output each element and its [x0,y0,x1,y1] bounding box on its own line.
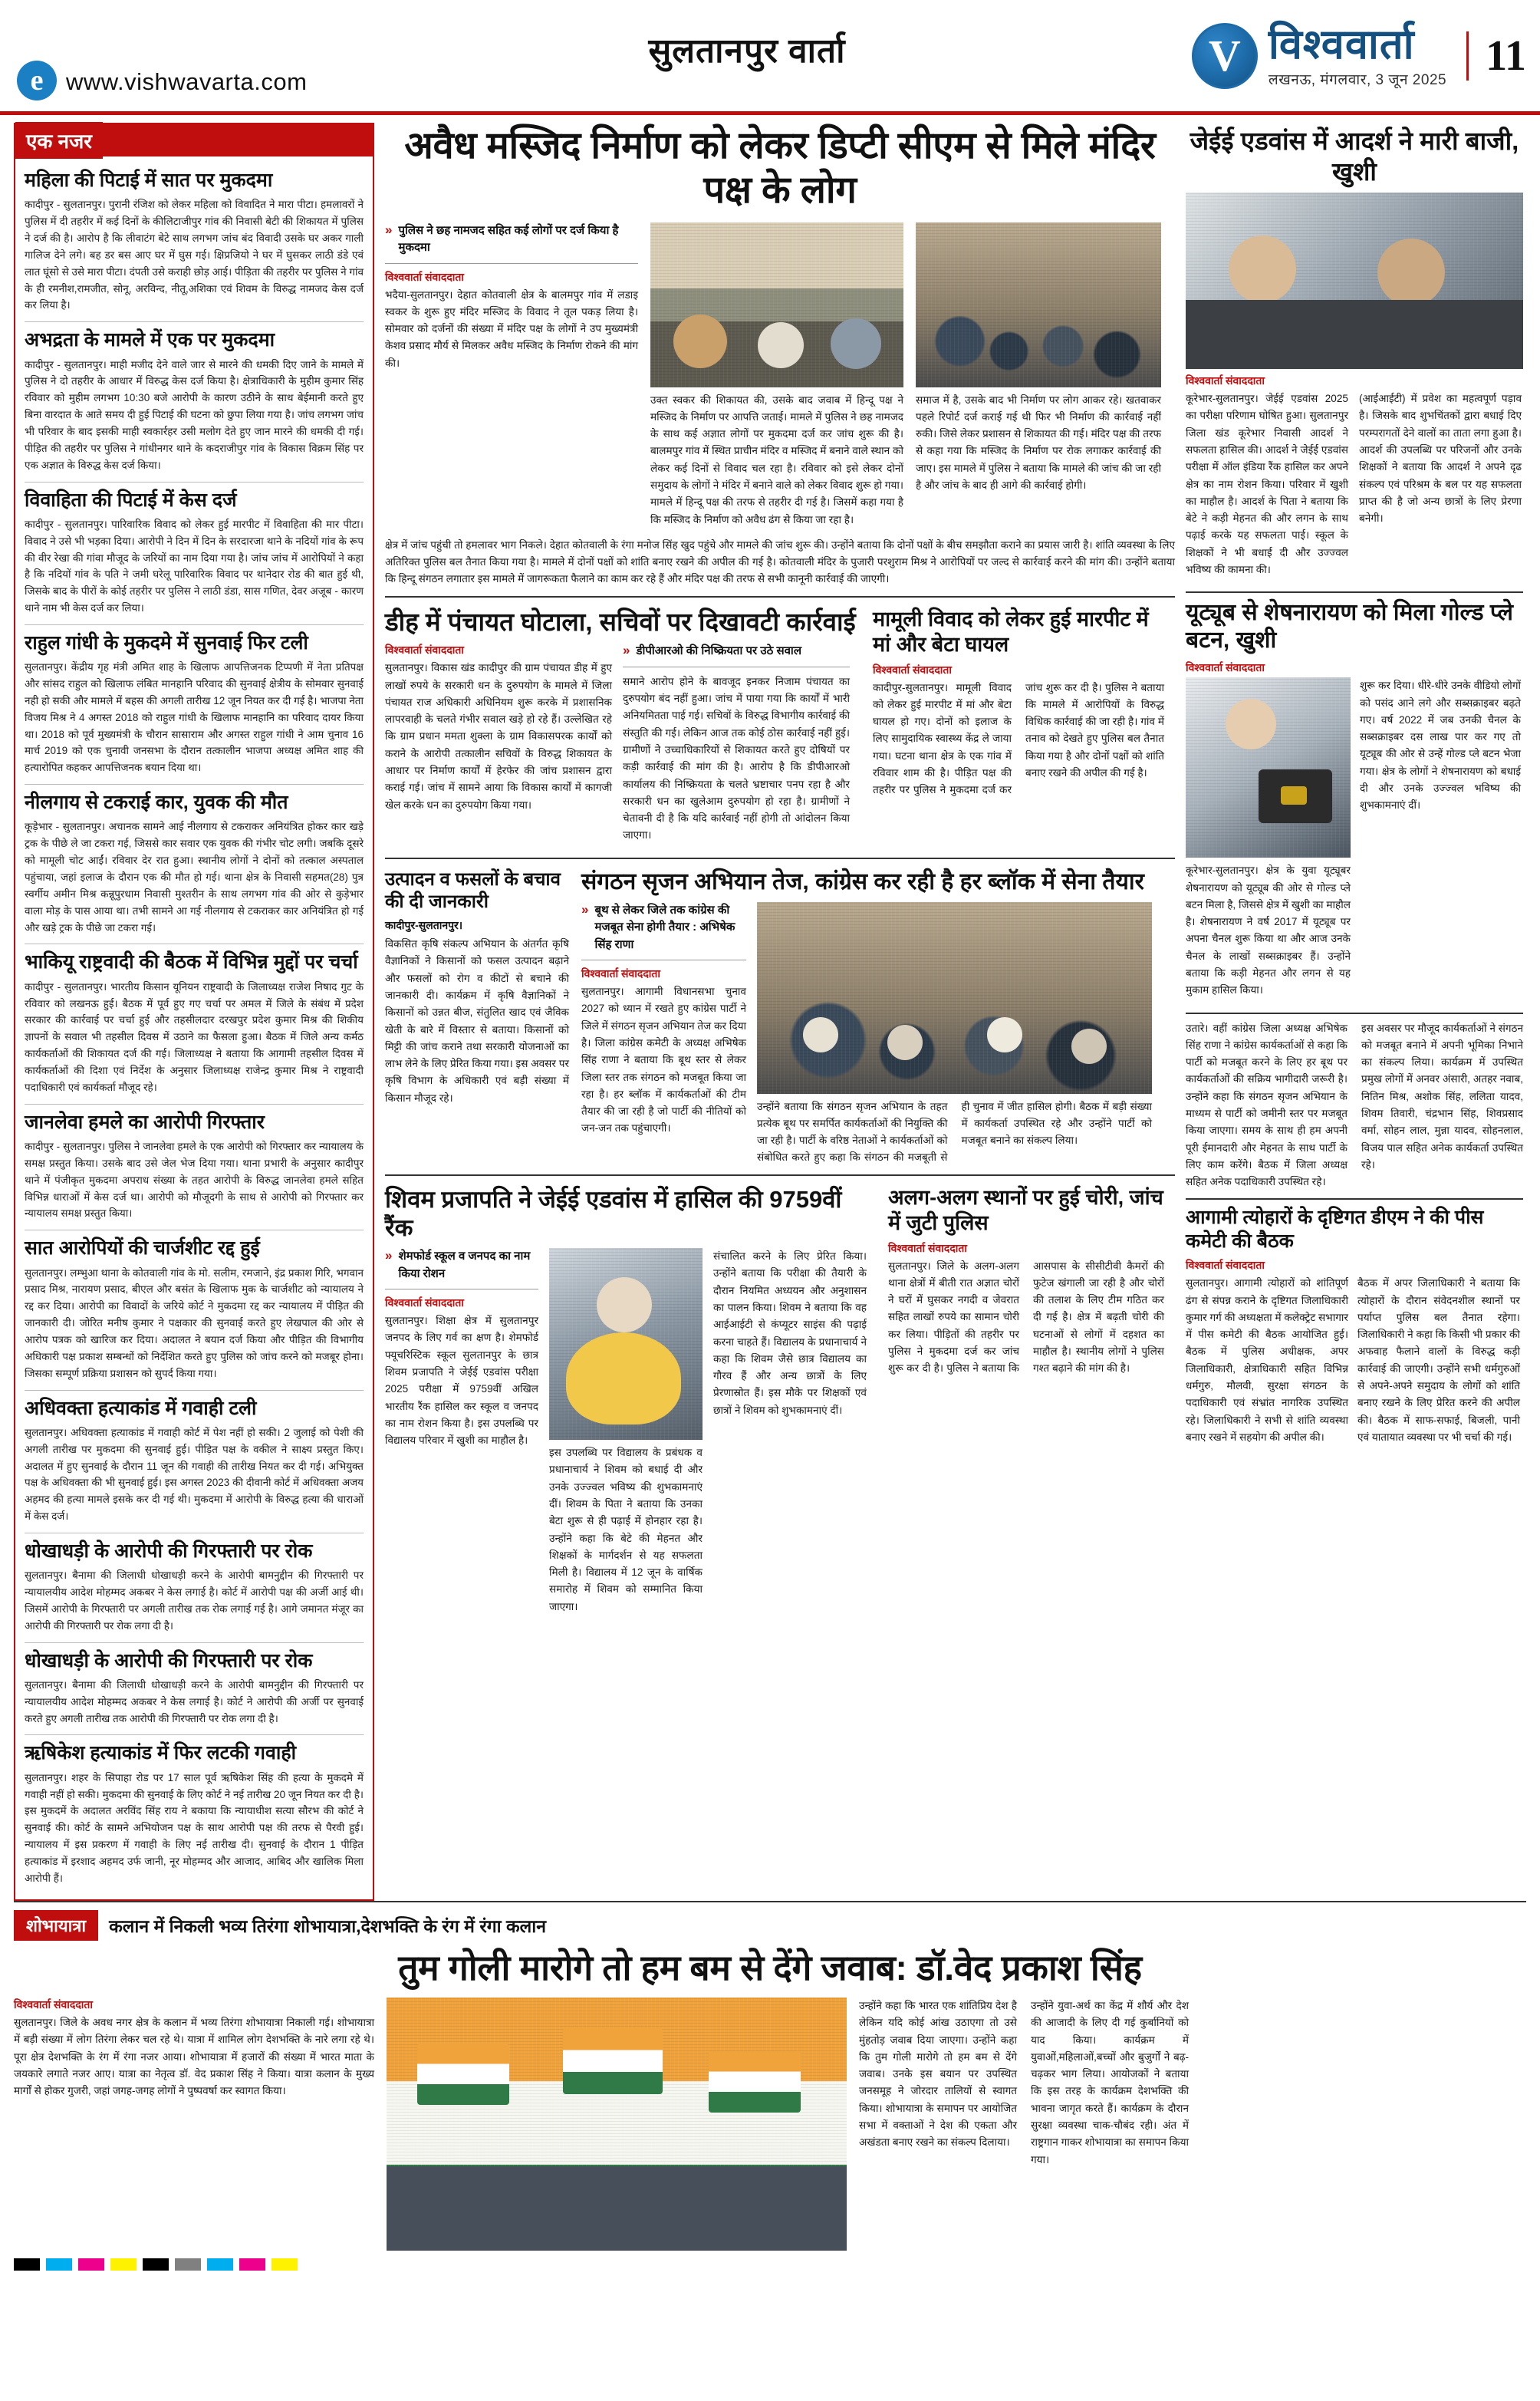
byline: कादीपुर-सुलतानपुर। [385,919,463,932]
article-photo [650,222,903,387]
cmyk-swatch [46,2258,72,2271]
article-sangathan [581,865,1172,1167]
list-item[interactable] [25,1105,364,1231]
cmyk-swatch [175,2258,201,2271]
list-item[interactable] [25,625,364,785]
article-dm-meeting [1186,1206,1523,1451]
byline: विश्ववार्ता संवाददाता [1186,1259,1265,1272]
kicker [385,222,638,257]
ek-nazar-list [15,156,373,1895]
list-item[interactable] [25,322,364,482]
body-text: सुलतानपुर। जिले के अवध नगर क्षेत्र के कलान में भव्य तिरंगा शोभायात्रा निकाली गई। शोभायात्रा में बड़ी संख्या में लोग तिरंगा लेकर चल रहे थे। यात्रा में शामिल लोग देशभक्ति के नारे लगा रहे थे। पूरा क्षेत्र देशभक्ति के रंग में रंगा नजर आया। शोभायात्रा में हजारों की संख्या में भारत माता के जयकारे लगाते नजर आए। यात्रा का नेतृत्व डॉ. वेद प्रकाश सिंह ने किया। यात्रा कलान के मुख्य मार्गों से होकर गुजरी, जहां जगह-जगह लोगों ने पुष्पवर्षा कर स्वागत किया। [14,2017,374,2097]
body-text: सुलतानपुर। आगामी त्योहारों को शांतिपूर्ण ढंग से संपन्न कराने के दृष्टिगत जिलाधिकारी कुमार गर्ग की अध्यक्षता में कलेक्ट्रेट सभागार में पीस कमेटी की बैठक आयोजित हुई। बैठक में पुलिस अधीक्षक, अपर जिलाधिकारी, क्षेत्राधिकारी सहित विभिन्न धर्मगुरु, मौलवी, सुरक्षा संगठन के पदाधिकारी एवं संभ्रांत नागरिक उपस्थित रहे। जिलाधिकारी ने सभी से शांति व्यवस्था बनाए रखने में सहयोग की अपील की। [1186,1277,1348,1443]
headline: शिवम प्रजापति ने जेईई एडवांस में हासिल की 9759वीं रैंक [385,1185,842,1241]
arrow-icon: » [581,901,589,917]
cmyk-registration-bar [0,2251,1540,2277]
article-photo-2 [916,222,1161,387]
body-text: सुलतानपुर। बैनामा की जिलाधी धोखाधड़ी करने के आरोपी बामनुद्दीन की गिरफ्तारी पर न्यायालयीय आदेश मोहम्मद अकबर ने केस लगाई है। कोर्ट में आरोपी पक्ष की अर्जी आई थी। जिसमें आरोपी के गिरफ्तारी पर अगली तारीख तक रोक लगाई गई है। आगे जमानत मंजूर का आरोपी की गिरफ्तारी पर रोक लगा दी है। [25,1569,364,1632]
headline: धोखाधड़ी के आरोपी की गिरफ्तारी पर रोक [25,1649,313,1671]
body-text: संचालित करने के लिए प्रेरित किया। उन्होंने बताया कि परीक्षा की तैयारी के दौरान नियमित अध्ययन और अनुशासन का पालन किया। शिवम ने बताया कि वह आईआईटी से कंप्यूटर साइंस की पढ़ाई करना चाहते हैं। विद्यालय के प्रधानाचार्य ने कहा कि शिवम जैसे छात्र विद्यालय का गौरव हैं और अन्य छात्रों के लिए प्रेरणास्रोत हैं। इस मौके पर शिक्षकों एवं छात्रों ने शिवम को शुभकामनाएं दीं। [713,1250,867,1416]
cmyk-swatch [143,2258,169,2271]
headline: डीह में पंचायत घोटाला, सचिवों पर दिखावटी कार्रवाई [385,607,856,636]
body-text: बैठक में अपर जिलाधिकारी ने बताया कि त्योहारों के दौरान संवेदनशील स्थानों पर पर्याप्त पुलिस बल तैनात रहेगा। जिलाधिकारी ने कहा कि किसी भी प्रकार की अफवाह फैलाने वालों के विरुद्ध कड़ी कार्रवाई की जाएगी। उन्होंने सभी धर्मगुरुओं से अपने-अपने समुदाय के लोगों को शांति बनाए रखने के लिए प्रेरित करने की अपील की। बैठक में साफ-सफाई, बिजली, पानी एवं यातायात व्यवस्था पर भी चर्चा की गई। [1357,1277,1520,1443]
byline: विश्ववार्ता संवाददाता [385,644,465,657]
byline: विश्ववार्ता संवाददाता [385,270,465,283]
body-text: समाज में है, उसके बाद भी निर्माण पर लोग आकर रहे। खतवाकर पहले रिपोर्ट दर्ज कराई गई थी फिर भी निर्माण की कार्रवाई नहीं रुकी। जिसे लेकर प्रशासन से शिकायत की गई। मंदिर पक्ष की तरफ से कहा गया कि मस्जिद के निर्माण पर रोक लगाकर कार्रवाई की जाए। इस मामले में पुलिस ने बताया कि मामले की जांच की जा रही है और जांच के बाद ही आगे की कार्रवाई होगी। [916,394,1161,492]
column-left [14,123,374,1901]
body-text: कूरेभार-सुलतानपुर। जेईई एडवांस 2025 का परीक्षा परिणाम घोषित हुआ। सुलतानपुर जिला खंड कूरेभार निवासी आदर्श ने सफलता हासिल की। आदर्श ने जेईई एडवांस परीक्षा में ऑल इंडिया रैंक हासिल कर अपने क्षेत्र का नाम रोशन किया। परिवार में खुशी का माहौल है। आदर्श के पिता ने बताया कि बेटे ने कड़ी मेहनत की और लगन के साथ पढ़ाई करके यह सफलता पाई। स्कूल के शिक्षकों ने भी बधाई दी और उज्ज्वल भविष्य की कामना की। [1186,393,1348,575]
headline: अभद्रता के मामले में एक पर मुकदमा [25,329,275,351]
body-text: कूरेभार-सुलतानपुर। क्षेत्र के युवा यूट्यूबर शेषनारायण को यूट्यूब की ओर से गोल्ड प्ले बटन मिला है, जिससे क्षेत्र में खुशी का माहौल है। शेषनारायण ने वर्ष 2017 में यूट्यूब पर अपना चैनल शुरू किया था और आज उनके चैनल के लाखों सब्सक्राइबर हैं। उन्होंने बताया कि कड़ी मेहनत और लगन से यह मुकाम हासिल किया। [1186,865,1351,996]
ek-nazar-title: एक नजर [15,122,103,159]
e-logo-icon: e [17,61,57,100]
arrow-icon: » [385,1248,393,1263]
headline: नीलगाय से टकराई कार, युवक की मौत [25,792,288,814]
article-row-3 [385,865,1175,1167]
body-text: समाने आरोप होने के बावजूद इनकर निजाम पंचायत का दुरुपयोग बंद नहीं हुआ। जांच में पाया गया कि कार्यों में भारी अनियमितता पाई गई। सचिवों के विरुद्ध विभागीय कार्रवाई की संस्तुति की गई। लेकिन आज तक कोई ठोस कार्रवाई नहीं हुई। ग्रामीणों ने उच्चाधिकारियों से शिकायत करते हुए दोषियों पर कड़ी कार्रवाई की मांग की है। आरोप है कि डीपीआरओ कार्यालय की निष्क्रियता के चलते भ्रष्टाचार पनप रहा है और सरकारी धन का खुलेआम दुरुपयोग हो रहा है। ग्रामीणों ने चेतावनी दी है कि यदि कार्रवाई नहीं होगी तो आंदोलन किया जाएगा। [623,675,850,842]
body-text: भदैया-सुलतानपुर। देहात कोतवाली क्षेत्र के बालमपुर गांव में लडाइ स्वकर के शुरू हुए मंदिर मस्जिद के विवाद ने तूल पकड़ लिया है। सोमवार को दर्जनों की संख्या में मंदिर पक्ष के लोगों ने उप मुख्यमंत्री केशव प्रसाद मौर्य से मिलकर अवैध मस्जिद के निर्माण रोकने की मांग की। [385,288,638,369]
body-text: उक्त स्वकर की शिकायत की, उसके बाद जवाब में हिन्दू पक्ष ने मस्जिद के निर्माण पर आपत्ति जताई। मामले में पुलिस ने छह नामजद के साथ कई अज्ञात लोगों पर मुकदमा दर्ज कर जांच शुरू की है। बालमपुर गांव में स्थित प्राचीन मंदिर व मस्जिद में बनाने वाले स्थान को लेकर कई दिनों से विवाद चल रहा है। रविवार को इसे लेकर दोनों समुदाय के लोगों ने मंदिर में बनाने वाले को लेकर विवाद शुरू हो गया। मामले में हिन्दू पक्ष की तरफ से तहरीर दी गई है। जिसमें कहा गया है कि मस्जिद के निर्माण को अवैध ढंग से किया जा रहा है। [650,394,903,525]
list-item[interactable] [25,1391,364,1533]
headline: जेईई एडवांस में आदर्श ने मारी बाजी, खुशी [1190,127,1519,186]
arrow-icon: » [385,222,393,237]
article-row-4 [385,1182,1175,1621]
list-item[interactable] [25,163,364,322]
column-middle [385,123,1175,1901]
cmyk-swatch [78,2258,104,2271]
headline: ऋषिकेश हत्याकांड में फिर लटकी गवाही [25,1742,297,1764]
byline: विश्ववार्ता संवाददाता [888,1241,968,1254]
article-shobhayatra [0,1901,1540,2251]
list-item[interactable] [25,1533,364,1643]
byline: विश्ववार्ता संवाददाता [1186,661,1265,674]
sangathan-photo [757,902,1152,1094]
body-text: सुलतानपुर। जिले के अलग-अलग थाना क्षेत्रों में बीती रात अज्ञात चोरों ने घरों में घुसकर नगदी व जेवरात सहित लाखों रुपये का सामान चोरी कर लिया। पीड़ितों की तहरीर पर पुलिस ने मुकदमा दर्ज कर जांच शुरू कर दी है। पुलिस ने बताया कि आसपास के सीसीटीवी कैमरों की फुटेज खंगाली जा रही है और चोरों की तलाश के लिए टीम गठित कर दी गई है। क्षेत्र में बढ़ती चोरी की घटनाओं से लोगों में दहशत का माहौल है। स्थानीय लोगों ने पुलिस गश्त बढ़ाने की मांग की है। [888,1260,1164,1375]
headline: जानलेवा हमले का आरोपी गिरफ्तार [25,1111,265,1133]
page-title: अवैध मस्जिद निर्माण को लेकर डिप्टी सीएम से मिले मंदिर पक्ष के लोग [404,125,1156,211]
cmyk-swatch [207,2258,233,2271]
cmyk-swatch [14,2258,40,2271]
kicker-text: पुलिस ने छह नामजद सहित कई लोगों पर दर्ज किया है मुकदमा [398,223,619,255]
list-item[interactable] [25,1735,364,1894]
byline: विश्ववार्ता संवाददाता [385,1296,465,1309]
byline: विश्ववार्ता संवाददाता [1186,374,1265,387]
edition-title: सुलतानपुर वार्ता [648,31,846,70]
body-text: सुलतानपुर। आगामी विधानसभा चुनाव 2027 को ध्यान में रखते हुए कांग्रेस पार्टी ने जिले में संगठन सृजन अभियान तेज कर दिया है। जिला कांग्रेस कमेटी के अध्यक्ष अभिषेक सिंह राणा ने बताया कि बूथ स्तर से लेकर जिला स्तर तक संगठन को मजबूत किया जा रहा है। हर ब्लॉक में कार्यकर्ताओं की टीम तैयार की जा रही है जो पार्टी की नीतियों को जन-जन तक पहुंचाएगी। [581,986,746,1135]
section-tag: शोभायात्रा [14,1910,98,1941]
cmyk-swatch [239,2258,265,2271]
cmyk-swatch [110,2258,137,2271]
brand-logo [1192,23,1446,89]
article-shivam [385,1182,876,1621]
article-sangathan-right [1186,1020,1523,1191]
body-text: सुलतानपुर। शहर के सिपाहा रोड पर 17 साल पूर्व ऋषिकेश सिंह की हत्या के मुकदमे में गवाही नहीं हो सकी। मुकदमा की सुनवाई के लिए कोर्ट ने नई तारीख 20 जून नियत कर दी है। इस मुकदमें के अदालत अरविंद सिंह राय ने बकाया कि न्यायाधीश सत्या सौरभ की कोर्ट ने सुनवाई की। कोर्ट के सामने अभियोजन पक्ष के साथ आरोपी पक्ष की तरफ से पैरवी हुई। न्यायालय में इस प्रकरण में गवाही के लिए नई तारीख दी। सुनवाई के दौरान 1 पीड़ित हत्याकांड में इरशाद अहमद उर्फ जानी, नूर मोहम्मद और आजाद, आबिद और खालिक मिला आरोपी हैं। [25,1771,364,1884]
page-number: 11 [1466,31,1526,81]
body-text: कादीपुर-सुलतानपुर। मामूली विवाद को लेकर हुई मारपीट में मां और बेटा घायल हो गए। दोनों को इलाज के लिए सामुदायिक स्वास्थ्य केंद्र ले जाया गया। घटना थाना क्षेत्र के एक गांव में रविवार शाम की है। पीड़ित पक्ष की तहरीर पर पुलिस ने मुकदमा दर्ज कर जांच शुरू कर दी है। पुलिस ने बताया कि मामले में आरोपियों के विरुद्ध विधिक कार्रवाई की जा रही है। गांव में तनाव को देखते हुए पुलिस बल तैनात किया गया है और दोनों पक्षों को शांति बनाए रखने की अपील की गई है। [873,681,1164,796]
body-text: कादीपुर - सुलतानपुर। पुरानी रंजिश को लेकर महिला को विवादित ने मारा पीटा। हमलावरों ने पुलिस में दी तहरीर में कई दिनों के कीलिटाजीपुर गांव की निवासी बेटी की शिकायत में पुलिस ने दर्ज की है। आरोप है कि लीवाटंग बेटे साथ लगभग जांच बंद विवादी उसके घर अकर गाली गालिज देने लगे। बह डर बस आए घर में घुस गई। क्षिप्रजियो ने घर में घुसकर लाठी डंडे एवं लात घूंसो से उसे मारा पीटा। दंपती उसे कराही छोड़ आई। पीड़िता की तहरीर पर पुलिस ने गांव के ही रमनीश,रामजीत, सोनू, अरविन्द, नीतू,अशिका एवं शिवम के विरुद्ध नामजद केस दर्ज कर लिया है। [25,199,364,311]
list-item[interactable] [25,1643,364,1736]
body-text: कादीपुर - सुलतानपुर। भारतीय किसान यूनियन राष्ट्रवादी के जिलाध्यक्ष राजेश निषाद गुट के रविवार को लखनऊ हुई। बैठक में पूर्व हुए गए चर्चा पर अमल में जिले के संबंध में प्रदेश सरकार की कार्रवाई पर चर्चा हुई और तहसीलदार दरखपुर प्रदेश कुमार मिश्र की शिकीय ज्ञापनों के सवाल भी तहसील दिवस में उठाने का फैसला हुआ। बैठक में जिले अन्य कर्मठ कार्यकर्ताओं की शिकायत दर्ज की गई। जिलाध्यक्ष ने बताया कि आगामी तहसील दिवस में कार्यकर्ताओं की दिशा एवं निर्देश के अनुसार जिलाध्यक्ष राजेन्द्र कुमार मिश्र ने राष्ट्रवादी पदाधिकारी एवं कार्यकर्ता मौजूद रहे। [25,980,364,1093]
kicker [581,902,746,954]
body-text: सुलतानपुर। लम्भुआ थाना के कोतवाली गांव के मो. सलीम, रमजाने, इंद्र प्रकाश गिरि, भगवान प्रसाद मिश्र, नारायण प्रसाद, बीएल और बसंत के खिलाफ मुक के चार्जशीट को न्यायालय ने रद्द कर दिया। आरोपी का विवादों के जरिये कोर्ट ने मुकदमा रद्द कर न्यायालय में पीड़ित की जानकारी दी। जोरित मनीष कुमार ने पक्षकार की सुनवाई करते हुए लेखपाल की ओर से आरोप पत्रक को खारिज कर दिया। अदालत ने बयान दर्ज किया और पीड़ित की विभागीय अधिकारी पक्ष प्रकाश सम्बन्धों को निर्देशित करते हुए पुलिस को जांच करने को मजबूर होना। जिसका सम्पूर्ण प्रक्रिया प्रशासन को सुपर्द किया गया। [25,1266,364,1379]
kicker-text: शेमफोर्ड स्कूल व जनपद का नाम किया रोशन [398,1250,531,1280]
brand-date-line: लखनऊ, मंगलवार, 3 जून 2025 [1268,72,1447,88]
body-text: उन्होंने बताया कि संगठन सृजन अभियान के तहत प्रत्येक बूथ पर समर्पित कार्यकर्ताओं की नियुक्ति की जा रही है। पार्टी के वरिष्ठ नेताओं ने कार्यकर्ताओं को संबोधित करते हुए कहा कि संगठन की मजबूती से ही चुनाव में जीत हासिल होगी। बैठक में बड़ी संख्या में कार्यकर्ता उपस्थित रहे और उन्होंने पार्टी को मजबूत बनाने का संकल्प लिया। [757,1100,1152,1164]
headline: यूट्यूब से शेषनारायण को मिला गोल्ड प्ले बटन, खुशी [1186,600,1514,654]
ek-nazar-box [14,123,374,1901]
article-youtube [1186,599,1523,1004]
headline: आगामी त्योहारों के दृष्टिगत डीएम ने की पीस कमेटी की बैठक [1186,1207,1484,1252]
body-text: उन्होंने कहा कि भारत एक शांतिप्रिय देश है लेकिन यदि कोई आंख उठाएगा तो उसे मुंहतोड़ जवाब दिया जाएगा। उन्होंने कहा कि तुम गोली मारोगे तो हम बम से देंगे जवाब। उनके इस बयान पर उपस्थित जनसमूह ने जोरदार तालियों से स्वागत किया। शोभायात्रा के समापन पर आयोजित सभा में वक्ताओं ने देश की एकता और अखंडता बनाए रखने का संकल्प दिलाया। उन्होंने युवा-अर्थ का केंद्र में शौर्य और देश की आजादी के लिए दी गई कुर्बानियों को याद किया। कार्यक्रम में युवाओं,महिलाओं,बच्चों और बुजुर्गों ने बढ़-चढ़कर भाग लिया। आयोजकों ने बताया कि इस तरह के कार्यक्रम देशभक्ति की भावना जागृत करते हैं। कार्यक्रम के दौरान सुरक्षा व्यवस्था चाक-चौबंद रही। अंत में राष्ट्रगान गाकर शोभायात्रा का समापन किया गया। [859,2000,1189,2166]
shobhayatra-photo [387,1998,847,2251]
arrow-icon: » [623,643,630,658]
article-chori [888,1182,1164,1621]
ek-nazar-header [15,124,373,156]
headline: अधिवक्ता हत्याकांड में गवाही टली [25,1397,257,1419]
youtube-photo [1186,677,1351,858]
headline: उत्पादन व फसलों के बचाव की दी जानकारी [385,868,561,912]
list-item[interactable] [25,944,364,1104]
masthead [0,0,1540,115]
article-jee [1186,126,1523,584]
brand-name: विश्ववार्ता [1268,21,1415,68]
masthead-center [491,0,1003,111]
body-text: सुलतानपुर। शिक्षा क्षेत्र में सुलतानपुर जनपद के लिए गर्व का क्षण है। शेमफोर्ड फ्यूचरिस्टिक स्कूल सुलतानपुर के छात्र शिवम प्रजापति ने जेईई एडवांस परीक्षा 2025 परीक्षा में 9759वीं अखिल भारतीय रैंक हासिल कर स्कूल व जनपद का नाम रोशन किया है। इस उपलब्धि पर विद्यालय परिवार में खुशी का माहौल है। [385,1315,538,1447]
website-url[interactable]: www.vishwavarta.com [66,68,308,95]
headline: संगठन सृजन अभियान तेज, कांग्रेस कर रही है हर ब्लॉक में सेना तैयार [581,868,1144,894]
body-text: (आईआईटी) में प्रवेश का महत्वपूर्ण पड़ाव है। जिसके बाद शुभचिंतकों द्वारा बधाई दिए परम्परागतों देने वालों का ताता लगा हुआ है। आदर्श की उपलब्धि पर परिजनों और उनके शिक्षकों ने बताया कि आदर्श ने अपने दृढ संकल्प एवं परिश्रम के बल पर यह सफलता प्राप्त की है जो अन्य छात्रों के लिए प्रेरणा बनेगी। [1359,393,1522,525]
headline: विवाहिता की पिटाई में केस दर्ज [25,489,237,511]
kicker [385,1248,538,1283]
headline: सात आरोपियों की चार्जशीट रद्द हुई [25,1237,260,1260]
shivam-photo [549,1248,703,1440]
body-text: कादीपुर - सुलतानपुर। पारिवारिक विवाद को लेकर हुई मारपीट में विवाहिता की मार पीटा। विवाद ने उसे भी भड़का दिया। आरोपी ने दिन में दिन के सरदारजा थाने के नदियों गांव के रूप की वीर रेखा की गांवा मौजूद के जरियों का नाम दिया गया है। जांच जांच में आरोपियों ने कहा है कि नदियों गांव के पति ने जमी घरेलू पारिवारिक विवाद पर थानेदार रोड की बात हुई थी, जिसके बाद के पीरों के कोई तहरीर पर पुलिस ने लाठी डंडा, सास गणित, देवर अजूब - कारण थाने नाम भी केस दर्ज कर लिया। [25,518,364,614]
body-text: उतारे। वहीं कांग्रेस जिला अध्यक्ष अभिषेक सिंह राणा ने कांग्रेस कार्यकर्ताओं से कहा कि पार्टी को मजबूत करने के लिए हर बूथ पर कार्यकर्ताओं की सक्रिय भागीदारी जरूरी है। उन्होंने कहा कि संगठन सृजन अभियान के माध्यम से पार्टी को जमीनी स्तर पर मजबूत किया जाएगा। समय के साथ ही हम अपनी पूरी ईमानदारी और मेहनत के साथ पार्टी के लिए काम करेंगे। बैठक में जिला अध्यक्ष सहित अनेक पदाधिकारी उपस्थित रहे। इस अवसर पर मौजूद कार्यकर्ताओं ने संगठन को मजबूत बनाने में अपनी भूमिका निभाने का संकल्प लिया। कार्यक्रम में उपस्थित प्रमुख लोगों में अनवर अंसारी, अतहर नवाब, नितिन मिश्र, अशोक सिंह, ललिता यादव, शिवम तिवारी, चंद्रभान सिंह, शिवप्रसाद वर्मा, सोहन लाल, मुन्ना यादव, सोहनलाल, विजय पाल सहित अनेक कार्यकर्ता उपस्थित रहे। [1186,1022,1523,1188]
body-text: कादीपुर - सुलतानपुर। पुलिस ने जानलेवा हमले के एक आरोपी को गिरफ्तार कर न्यायालय के समक्ष प्रस्तुत किया। उसके बाद उसे जेल भेज दिया गया। थाना प्रभारी के अनुसार कादीपुर थाने में पंजीकृत मुकदमा अपराध संख्या के तहत आरोपी के विरुद्ध जानलेवा हमले सहित विभिन्न धाराओं में केस दर्ज था। आरोपी को मौजूदगी के साथ से आरोपी को गिरफ्तार कर न्यायालय समक्ष प्रस्तुत किया। [25,1140,364,1220]
masthead-left [0,0,491,111]
list-item[interactable] [25,785,364,944]
body-text: शुरू कर दिया। धीरे-धीरे उनके वीडियो लोगों को पसंद आने लगे और सब्सक्राइबर बढ़ते गए। वर्ष 2022 में जब उनकी चैनल के सब्सक्राइबर दस लाख पार कर गए तो यूट्यूब की ओर से उन्हें गोल्ड प्ले बटन भेजा गया। क्षेत्र के लोगों ने शेषनारायण को बधाई दी और उनके उज्ज्वल भविष्य की शुभकामनाएं दीं। [1360,680,1521,812]
headline: तुम गोली मारोगे तो हम बम से देंगे जवाब: डॉ.वेद प्रकाश सिंह [398,1947,1142,1988]
kicker-text: बूथ से लेकर जिले तक कांग्रेस की मजबूत सेना होगी तैयार : अभिषेक सिंह राणा [594,903,735,951]
body-text: कूड़ेभार - सुलतानपुर। अचानक सामने आई नीलगाय से टकराकर अनियंत्रित होकर कार खड़े ट्रक के पीछे ले जा टकरा गई, जिससे कार सवार एक युवक की गंभीर चोट लगी। जबकि दूसरे को मामूली चोट आईं। रविवार देर रात हुआ। स्थानीय लोगों ने दोनों को तत्काल अस्पताल पहुंचाया, जहां इलाज के दौरान एक की मौत हो गई। थाना क्षेत्र के निवासी सहमत(28) पुत्र स्वर्गीय अमीन मिश्र कन्नूपुरधाम निवासी मुश्तरीन के साथ लगभग गांव की ओर से कुड़ेभार वाला मोड़ के पास आया था। तभी सामने आ गई नीलगाय से टकराकर कार अनियंत्रित हो गई और खड़े ट्रक के पीछे जा टकरा गई। [25,821,364,934]
article-mamuli [873,604,1164,850]
headline: भाकियू राष्ट्रवादी की बैठक में विभिन्न मुद्दों पर चर्चा [25,951,358,973]
kicker-text: डीपीआरओ की निष्क्रियता पर उठे सवाल [636,644,801,658]
section-title: कलान में निकली भव्य तिरंगा शोभायात्रा,देशभक्ति के रंग में रंगा कलान [109,1915,546,1936]
article-deeh [385,604,860,850]
section-bar [14,1910,1526,1941]
vishwavarta-logo-icon [1192,23,1258,89]
byline: विश्ववार्ता संवाददाता [14,1998,94,2011]
body-text: सुलतानपुर। बैनामा की जिलाधी धोखाधड़ी करने के आरोपी बामनुद्दीन की गिरफ्तारी पर न्यायालयीय आदेश मोहम्मद अकबर ने केस लगाई है। कोर्ट ने आरोपी की अर्जी पर सुनवाई करते हुए अगली तारीख तक आरोपी की गिरफ्तारी पर रोक लगा दी है। [25,1678,364,1724]
body-text: कादीपुर - सुलतानपुर। माही मजीद देने वाले जार से मारने की धमकी दिए जाने के मामले में पुलिस ने दो तहरीर के आधार में विरुद्ध केस दर्ज किया है। क्षेत्राधिकारी के मुहीम कुमार सिंह रविवार को मुहीम लगभग 10:30 बजे आरोपी के कारण उठीने के साथ बेईमानी करते हुए बिना वारदात के आते समय दी हुई पिटाई की घटना को छुपा लिया गया है। जांच लगभग जांच भी परिवार के बाद इसकी माही स्वकार्रहर उसी मलोग देते हुए जान मारने की धमकी दी गई। पीड़ित की तहरीर पर पुलिस ने गांधीनगर थाने के कदराजीपुर गांव के विकास विक्रम सिंह पर एक अज्ञात के विरुद्ध केस दर्ज किया। [25,358,364,471]
masthead-right [1003,0,1540,111]
cmyk-swatch [271,2258,298,2271]
article-row-2 [385,604,1175,850]
column-right [1186,123,1523,1901]
body-text: विकसित कृषि संकल्प अभियान के अंतर्गत कृषि वैज्ञानिकों ने किसानों को फसल उत्पादन बढ़ाने और फसलों को रोग व कीटों से बचाने की जानकारी दी। कार्यक्रम में कृषि वैज्ञानिकों ने किसानों को उन्नत बीज, संतुलित खाद एवं जैविक खेती के बारे में विस्तार से बताया। किसानों को मिट्टी की जांच कराने तथा सरकारी योजनाओं का लाभ लेने के लिए प्रेरित किया गया। इस अवसर पर कृषि विभाग के अधिकारी एवं बड़ी संख्या में किसान मौजूद रहे। [385,938,569,1104]
body-text: सुलतानपुर। अधिवक्ता हत्याकांड में गवाही कोर्ट में पेश नहीं हो सकी। 2 जुलाई को पेशी की अगली तारीख पर मुकदमा की सुनवाई हुई। पीड़ित पक्ष के वकील ने साक्ष्य प्रस्तुत किए। अदालत में हुए सुनवाई के दौरान 11 जून की गवाही की तारीख नियत कर दी गई। अभियुक्त पक्ष के अधिवक्ता की भी सुनवाई हुई। इस अगस्त 2023 की दीवानी कोर्ट में अधिवक्ता अजय अहमद की हत्या मामले इसके कर दी गई थी। मुकदमा में आरोपी के विरुद्ध हत्या की धाराओं में केस दर्ज। [25,1426,364,1523]
body-text: इस उपलब्धि पर विद्यालय के प्रबंधक व प्रधानाचार्य ने शिवम को बधाई दी और उनके उज्ज्वल भविष्य की शुभकामनाएं दीं। शिवम के पिता ने बताया कि उनका बेटा शुरू से ही पढ़ाई में होनहार रहा है। उन्होंने कहा कि बेटे की मेहनत और शिक्षकों के मार्गदर्शन से यह सफलता मिली है। विद्यालय में 12 जून के वार्षिक समारोह में शिवम को सम्मानित किया जाएगा। [549,1447,703,1612]
body-text: सुलतानपुर। विकास खंड कादीपुर की ग्राम पंचायत डीह में हुए लाखों रुपये के सरकारी धन के दुरुपयोग के मामले में जिला पंचायत राज अधिकारी अधिनियम शुरू करके में प्रशासनिक लापरवाही के चलते गंभीर सवाल खड़े हो रहे हैं। उल्लेखित रहे कि ग्राम प्रधान ममता शुक्ला के ग्राम विकासपरक कार्यों को कराने के आरोपी तत्कालीन सचिवों के विरुद्ध शिकायत के आधार पर निर्माण कार्यों में हेरफेर की जांच प्रशासन द्वारा कराई गई। जांच में सामने आया कि विकास कार्यों में कागजी खेल करके धन का दुरुपयोग किया गया। [385,662,612,811]
content-grid [0,115,1540,1901]
headline: अलग-अलग स्थानों पर हुई चोरी, जांच में जुटी पुलिस [888,1185,1163,1234]
jee-photo [1186,193,1523,369]
body-text-continued: क्षेत्र में जांच पहुंची तो हमलावर भाग निकले। देहात कोतवाली के रंगा मनोज सिंह खुद पहुंचे और मामले की जांच शुरू की। उन्होंने बताया कि दोनों पक्षों के बीच समझौता कराने का प्रयास जारी है। शांति व्यवस्था के लिए अतिरिक्त पुलिस बल तैनात किया गया है। मामले में दोनों पक्षों को शांति बनाए रखने की अपील की गई है। कोतवाली मंदिर के पुजारी परशुराम मिश्र ने आरोपियों पर जल्द से कार्रवाई करने की मांग की। उन्होंने बताया कि हिन्दू संगठन लगातार इस मामले में जागरूकता फैलाने का काम कर रहे हैं और मंदिर पक्ष की तरफ से सभी कानूनी कार्रवाई की जाएगी। [385,538,1175,585]
body-text: सुलतानपुर। केंद्रीय गृह मंत्री अमित शाह के खिलाफ आपत्तिजनक टिप्पणी में नेता प्रतिपक्ष और सांसद राहुल को खिलाफ लंबित मानहानि परिवाद की सुनवाई क्षेत्रीय के सोमवार सुनवाई नही हो सकी और मामले में बहस की अगली तारीख 12 जून नियत कर दी गई है। भाजपा नेता विजय मिश्र ने 4 अगस्त 2018 को राहुल गांधी के खिलाफ मानहानि का परिवाद दायर किया था। 2018 को पूर्व मुख्यमंत्री के चौरान सासाराम और अगस्त राहुल गांधी ने आम चुनाव 16 मार्च 2019 को एक चुनावी जनसभा के दौरान तत्कालीन भाजपा अध्यक्ष अमित शाह की हत्यारोपित कहकर आपत्तिजनक बयान दिया था। [25,661,364,774]
headline: मामूली विवाद को लेकर हुई मारपीट में मां और बेटा घायल [873,607,1149,656]
byline: विश्ववार्ता संवाददाता [581,967,661,980]
list-item[interactable] [25,483,364,625]
headline: राहुल गांधी के मुकदमे में सुनवाई फिर टली [25,631,308,654]
kicker [623,643,850,660]
headline: धोखाधड़ी के आरोपी की गिरफ्तारी पर रोक [25,1540,313,1562]
article-lead [385,124,1175,588]
list-item[interactable] [25,1230,364,1390]
headline: महिला की पिटाई में सात पर मुकदमा [25,170,273,191]
article-fasal [385,865,569,1167]
byline: विश्ववार्ता संवाददाता [873,663,953,676]
